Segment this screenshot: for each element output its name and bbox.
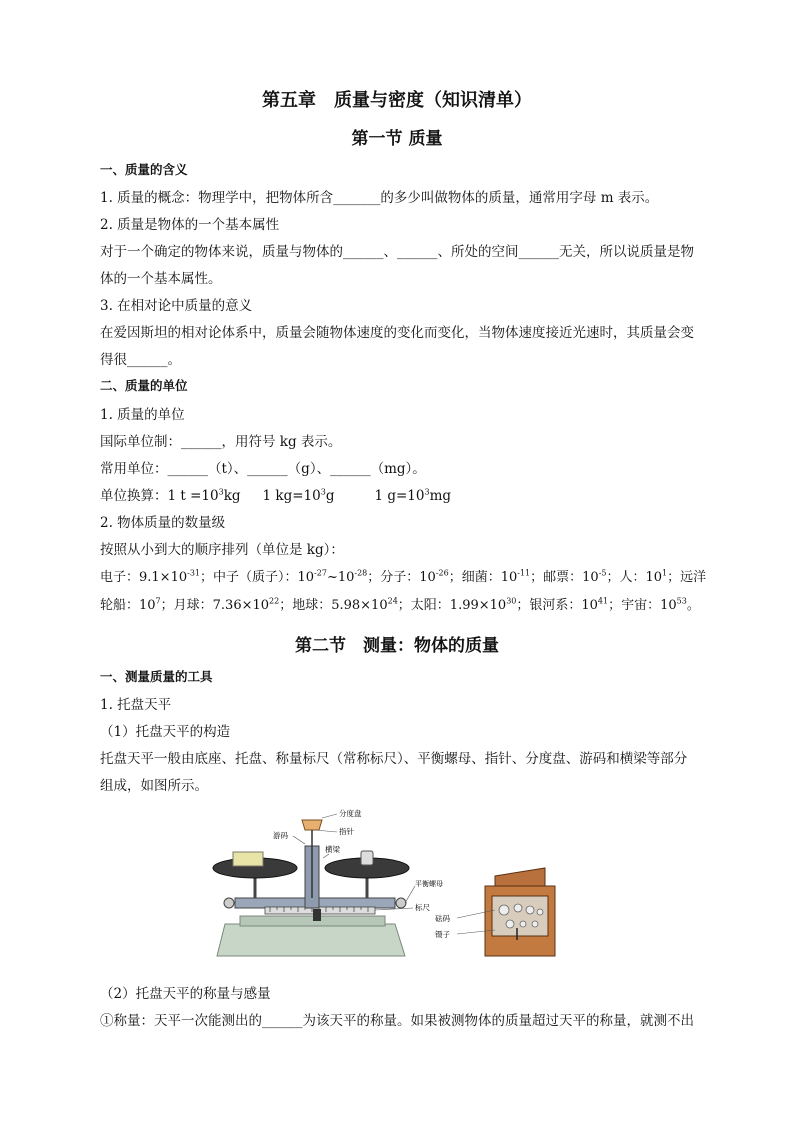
heading-mass-units: 二、质量的单位: [100, 378, 188, 393]
label-rider: 游码: [273, 831, 288, 840]
mag-ship-start: ；远洋: [667, 570, 707, 585]
mag-stamp: ；邮票：10: [530, 570, 599, 585]
conv-kg-exp: 3: [320, 487, 326, 497]
para-balance-structure-2: 组成，如图所示。: [100, 778, 208, 794]
base-top: [240, 916, 385, 926]
conv-kg: 1 kg=10: [262, 488, 321, 504]
balance-figure: [205, 806, 565, 964]
mag-molecule-exp: -26: [435, 568, 449, 578]
rider-weight: [313, 909, 321, 921]
para-balance-structure-1: 托盘天平一般由底座、托盘、称量标尺（常称标尺）、平衡螺母、指针、分度盘、游码和横梁等部分: [100, 751, 688, 767]
mag-electron-exp: -31: [187, 568, 200, 578]
para-balance-structure-heading: （1）托盘天平的构造: [100, 724, 231, 740]
heading-mass-meaning: 一、质量的含义: [100, 162, 188, 177]
mag-universe-exp: 53: [676, 596, 687, 606]
mag-ship-exp: 7: [155, 596, 161, 606]
weight-on-pan: [361, 851, 373, 865]
para-si-unit: 国际单位制：______，用符号 kg 表示。: [100, 434, 342, 450]
dial-plate: [302, 820, 322, 830]
section-2-title: 第二节 测量：物体的质量: [295, 636, 499, 656]
para-magnitudes-1: [100, 566, 720, 585]
left-balance-nut: [224, 898, 234, 908]
box-insert: [492, 896, 548, 936]
label-pointer: 指针: [339, 827, 354, 836]
para-relativity-2: 得很______。: [100, 352, 181, 368]
mag-moon-exp: 22: [269, 596, 280, 606]
para-magnitude-order: 按照从小到大的顺序排列（单位是 kg）：: [100, 542, 344, 558]
right-balance-nut: [396, 898, 406, 908]
mag-neutron-mid: ~10: [326, 570, 355, 585]
mag-earth: ；地球：5.98×10: [279, 598, 388, 613]
para-property-2: 体的一个基本属性。: [100, 271, 222, 287]
mag-electron: 电子：9.1×10: [100, 570, 188, 585]
para-capacity-heading: （2）托盘天平的称量与感量: [100, 986, 271, 1002]
para-relativity-1: 在爱因斯坦的相对论体系中，质量会随物体速度的变化而变化，当物体速度接近光速时，其质量会变: [100, 325, 694, 341]
mag-ship: 轮船：10: [100, 598, 156, 613]
mag-galaxy-exp: 41: [597, 596, 609, 606]
mag-bacteria: ；细菌：10: [448, 570, 518, 585]
para-unit-heading: 1. 质量的单位: [100, 407, 185, 423]
chapter-title: 第五章 质量与密度（知识清单）: [262, 90, 532, 111]
mag-earth-exp: 24: [387, 596, 398, 606]
mag-neutron-exp2: -28: [354, 568, 368, 578]
conv-kg-unit: g: [325, 488, 335, 504]
mag-moon: ；月球：7.36×10: [160, 598, 270, 613]
mag-neutron: ；中子（质子）：10: [200, 570, 315, 585]
para-mass-concept: 1. 质量的概念：物理学中，把物体所含_______的多少叫做物体的质量，通常用字母 m 表示。: [100, 190, 659, 206]
balance-base: [217, 924, 405, 956]
para-relativity-heading: 3. 在相对论中质量的意义: [100, 298, 253, 314]
mag-stamp-exp: -5: [598, 568, 607, 578]
conv-t-exp: 3: [218, 487, 224, 497]
conv-g-unit: mg: [429, 488, 452, 504]
mag-molecule: ；分子：10: [367, 570, 436, 585]
label-nut: 平衡螺母: [415, 880, 443, 888]
mag-galaxy: ；银河系：10: [516, 598, 598, 613]
heading-measure-tools: 一、测量质量的工具: [100, 669, 213, 684]
label-dial: 分度盘: [339, 809, 362, 818]
conv-t: 1 t =10: [167, 488, 219, 504]
label-beam: 横梁: [325, 845, 340, 854]
para-magnitudes-2: [100, 594, 720, 613]
mag-person-exp: 1: [662, 568, 668, 578]
conv-prefix: 单位换算：: [100, 488, 168, 504]
para-property-1: 对于一个确定的物体来说，质量与物体的______、______、所处的空间______无关，所以说质量是物: [100, 244, 694, 260]
para-tray-balance: 1. 托盘天平: [100, 697, 172, 713]
conv-t-unit: kg: [223, 488, 241, 504]
mag-sun-exp: 30: [506, 596, 517, 606]
label-weights: 砝码: [435, 914, 450, 923]
para-mass-property: 2. 质量是物体的一个基本属性: [100, 217, 280, 233]
conv-g: 1 g=10: [374, 488, 425, 504]
mag-sun: ；太阳：1.99×10: [397, 598, 507, 613]
para-capacity-1: ①称量：天平一次能测出的______为该天平的称量。如果被测物体的质量超过天平的称量，就测不出: [100, 1013, 694, 1029]
conv-g-exp: 3: [424, 487, 430, 497]
mag-end: 。: [686, 598, 700, 613]
para-unit-conversion: [100, 484, 720, 504]
para-magnitude-heading: 2. 物体质量的数量级: [100, 515, 226, 531]
object-on-pan: [233, 852, 263, 866]
mag-universe: ；宇宙：10: [608, 598, 677, 613]
para-common-units: 常用单位：______（t）、______（g）、______（mg）。: [100, 461, 426, 477]
label-tweezers: 镊子: [435, 930, 450, 939]
mag-neutron-exp1: -27: [314, 568, 327, 578]
section-1-title: 第一节 质量: [351, 129, 443, 149]
mag-person: ；人：10: [606, 570, 663, 585]
label-scale: 标尺: [415, 903, 430, 912]
mag-bacteria-exp: -11: [517, 568, 531, 578]
